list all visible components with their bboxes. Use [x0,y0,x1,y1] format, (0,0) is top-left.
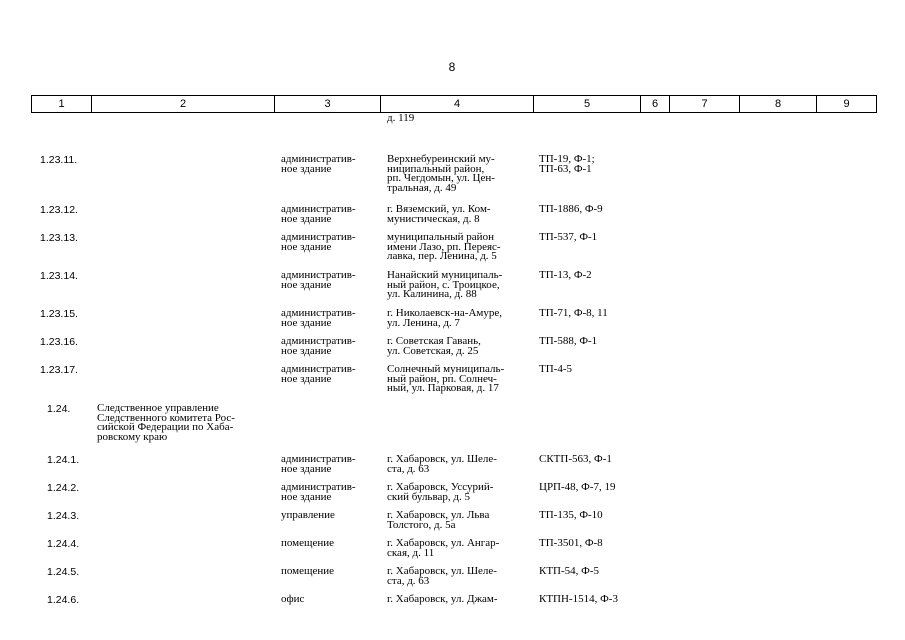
object-type: административ- ное здание [281,453,356,475]
object-type: административ- ное здание [281,203,356,225]
row-number: 1.24.2. [47,482,80,494]
row-number: 1.23.14. [40,270,78,282]
substation-feeder: ТП-1886, Ф-9 [539,203,603,215]
substation-feeder: ТП-537, Ф-1 [539,231,598,243]
substation-feeder: КТП-54, Ф-5 [539,565,600,577]
object-type: административ- ное здание [281,481,356,503]
row-number: 1.24.3. [47,510,80,522]
substation-feeder: СКТП-563, Ф-1 [539,453,612,465]
object-address: г. Вяземский, ул. Ком- мунистическая, д. 8 [387,203,491,225]
object-address: г. Хабаровск, ул. Шеле- ста, д. 63 [387,453,497,475]
object-type: административ- ное здание [281,153,356,175]
object-type: административ- ное здание [281,335,356,357]
row-number: 1.24.5. [47,566,80,578]
object-type: административ- ное здание [281,307,356,329]
object-address: г. Советская Гавань, ул. Советская, д. 25 [387,335,481,357]
row-number: 1.23.16. [40,336,78,348]
object-type: офис [281,593,305,605]
object-address: г. Хабаровск, ул. Джам- [387,593,498,605]
object-address: Верхнебуреинский му- ниципальный район, рп. Чегдомын, ул. Цен- тральная, д. 49 [387,153,495,194]
header-col-7: 7 [670,96,740,113]
object-type: управление [281,509,335,521]
object-address: Солнечный муниципаль- ный район, рп. Солнеч- ный, ул. Парковая, д. 17 [387,363,505,395]
object-type: помещение [281,565,335,577]
section-number: 1.24. [47,403,71,415]
header-col-2: 2 [92,96,275,113]
object-type: административ- ное здание [281,269,356,291]
header-col-6: 6 [641,96,670,113]
header-col-5: 5 [534,96,641,113]
object-address: г. Хабаровск, ул. Ангар- ская, д. 11 [387,537,500,559]
header-col-1: 1 [32,96,92,113]
substation-feeder: ТП-71, Ф-8, 11 [539,307,608,319]
section-name: Следственное управление Следственного комитета Рос- сийской Федерации по Хаба- ровскому краю [97,402,235,443]
header-col-4: 4 [381,96,534,113]
object-address: г. Хабаровск, ул. Льва Толстого, д. 5а [387,509,490,531]
object-address: г. Хабаровск, ул. Шеле- ста, д. 63 [387,565,497,587]
substation-feeder: ТП-135, Ф-10 [539,509,603,521]
substation-feeder: ТП-588, Ф-1 [539,335,598,347]
header-col-8: 8 [740,96,817,113]
carry-over-text: д. 119 [387,112,415,124]
header-col-3: 3 [275,96,381,113]
object-type: административ- ное здание [281,231,356,253]
substation-feeder: ТП-4-5 [539,363,572,375]
substation-feeder: ТП-3501, Ф-8 [539,537,603,549]
object-type: административ- ное здание [281,363,356,385]
row-number: 1.24.6. [47,594,80,606]
page-number: 8 [448,60,456,74]
object-type: помещение [281,537,335,549]
substation-feeder: ЦРП-48, Ф-7, 19 [539,481,616,493]
object-address: Нанайский муниципаль- ный район, с. Троицкое, ул. Калинина, д. 88 [387,269,503,301]
row-number: 1.24.1. [47,454,80,466]
row-number: 1.23.11. [40,154,78,166]
object-address: г. Николаевск-на-Амуре, ул. Ленина, д. 7 [387,307,502,329]
object-address: муниципальный район имени Лазо, рп. Переяс- лавка, пер. Ленина, д. 5 [387,231,501,263]
substation-feeder: ТП-13, Ф-2 [539,269,592,281]
header-col-9: 9 [817,96,877,113]
substation-feeder: КТПН-1514, Ф-3 [539,593,618,605]
object-address: г. Хабаровск, Уссурий- ский бульвар, д. 5 [387,481,494,503]
row-number: 1.23.17. [40,364,78,376]
substation-feeder: ТП-19, Ф-1; ТП-63, Ф-1 [539,153,595,175]
row-number: 1.23.15. [40,308,78,320]
row-number: 1.24.4. [47,538,80,550]
row-number: 1.23.13. [40,232,78,244]
row-number: 1.23.12. [40,204,78,216]
